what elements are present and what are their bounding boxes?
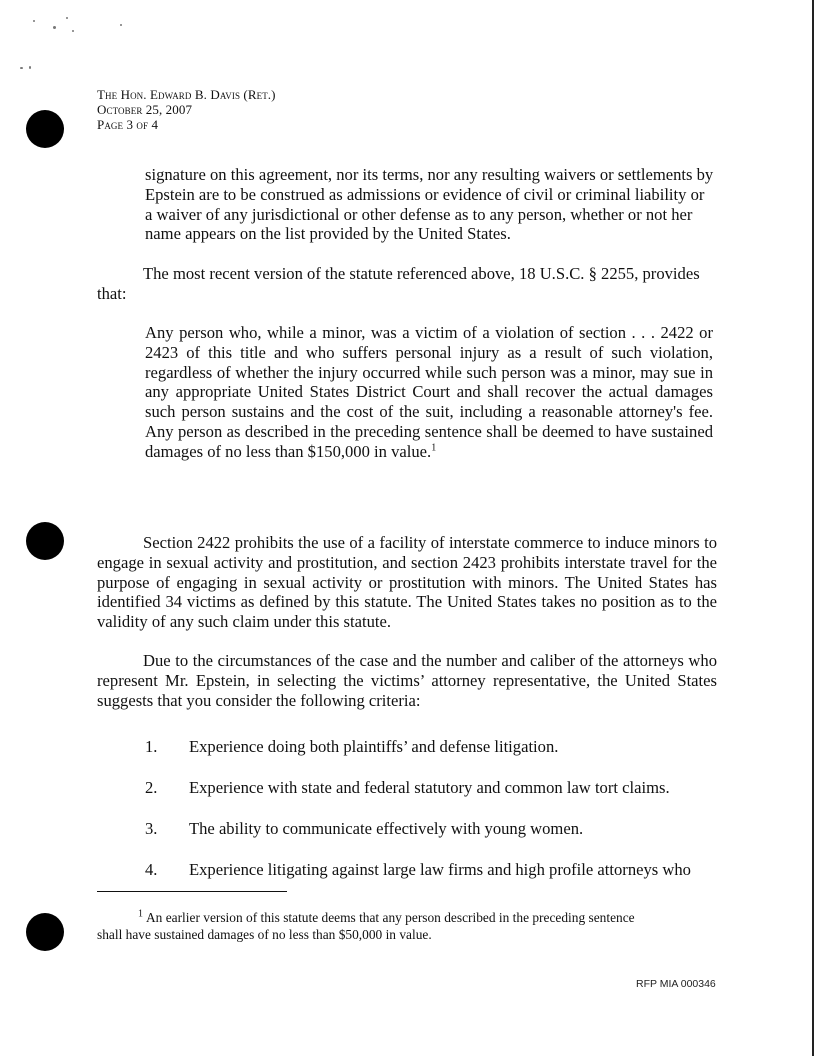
scan-speck xyxy=(66,17,68,19)
footnote-reference[interactable]: 1 xyxy=(431,442,437,454)
criteria-text: Experience doing both plaintiffs’ and defense litigation. xyxy=(189,737,559,756)
binder-hole-bottom xyxy=(26,913,64,951)
scan-speck xyxy=(33,20,35,22)
continued-paragraph: signature on this agreement, nor its terms, nor any resulting waivers or settlements by Epstein are to be construed as admissions or evidence of civil or criminal liability or a waiver of any jurisdictional or other defense as to any person, whether or not her name appears on the list provided by the United States. xyxy=(145,165,714,244)
scan-speck xyxy=(72,30,74,32)
criteria-item-2 xyxy=(145,778,670,798)
statute-intro-paragraph xyxy=(97,264,717,304)
bates-number: RFP MIA 000346 xyxy=(636,978,716,990)
criteria-intro-paragraph xyxy=(97,651,717,710)
section-paragraph xyxy=(97,533,717,632)
criteria-item-1 xyxy=(145,737,558,757)
statute-intro-text: The most recent version of the statute referenced above, 18 U.S.C. § 2255, provides that: xyxy=(97,264,700,303)
statute-quote-text: Any person who, while a minor, was a victim of a violation of section . . . 2422 or 2423 of this title and who suffers personal injury as a result of such violation, regardless of whether the injury occurred while such person was a minor, may sue in any appropriate United States District Court and shall recover the actual damages such person sustains and the cost of the suit, including a reasonable attorney's fee. Any person as described in the preceding sentence shall be deemed to have sustained damages of no less than $150,000 in value. xyxy=(145,323,713,461)
header-page-number: Page 3 of 4 xyxy=(97,117,159,132)
footnote xyxy=(97,909,657,943)
criteria-text: Experience with state and federal statutory and common law tort claims. xyxy=(189,778,670,797)
scan-speck xyxy=(20,67,23,69)
scan-speck xyxy=(120,24,122,26)
criteria-item-3 xyxy=(145,819,583,839)
footnote-text: An earlier version of this statute deems that any person described in the preceding sentence shall have sustained damages of no less than $50,000 in value. xyxy=(97,910,635,942)
criteria-item-4 xyxy=(145,860,691,880)
footnote-marker: 1 xyxy=(138,908,143,920)
section-paragraph-text: Section 2422 prohibits the use of a facility of interstate commerce to induce minors to engage in sexual activity and prostitution, and section 2423 prohibits interstate travel for the purpose of engaging in sexual activity or prostitution with minors. The United States has identified 34 victims as defined by this statute. The United States takes no position as to the validity of any such claim under this statute. xyxy=(97,533,717,632)
criteria-text: The ability to communicate effectively with young women. xyxy=(189,819,584,838)
scan-speck xyxy=(53,26,56,29)
criteria-number: 1. xyxy=(145,737,158,756)
criteria-number: 3. xyxy=(145,819,158,838)
criteria-number: 4. xyxy=(145,860,158,879)
binder-hole-middle xyxy=(26,522,64,560)
scan-edge-line xyxy=(812,0,814,1056)
scan-speck xyxy=(29,66,31,69)
header-date: October 25, 2007 xyxy=(97,102,193,117)
criteria-text: Experience litigating against large law firms and high profile attorneys who xyxy=(189,860,691,879)
statute-quote xyxy=(145,323,713,462)
header-addressee: The Hon. Edward B. Davis (Ret.) xyxy=(97,87,276,102)
footnote-divider xyxy=(97,891,287,892)
letter-header xyxy=(97,87,276,132)
binder-hole-top xyxy=(26,110,64,148)
criteria-intro-text: Due to the circumstances of the case and the number and caliber of the attorneys who represent Mr. Epstein, in selecting the victims’ attorney representative, the United States suggests that you consider the following criteria: xyxy=(97,651,717,710)
criteria-number: 2. xyxy=(145,778,158,797)
